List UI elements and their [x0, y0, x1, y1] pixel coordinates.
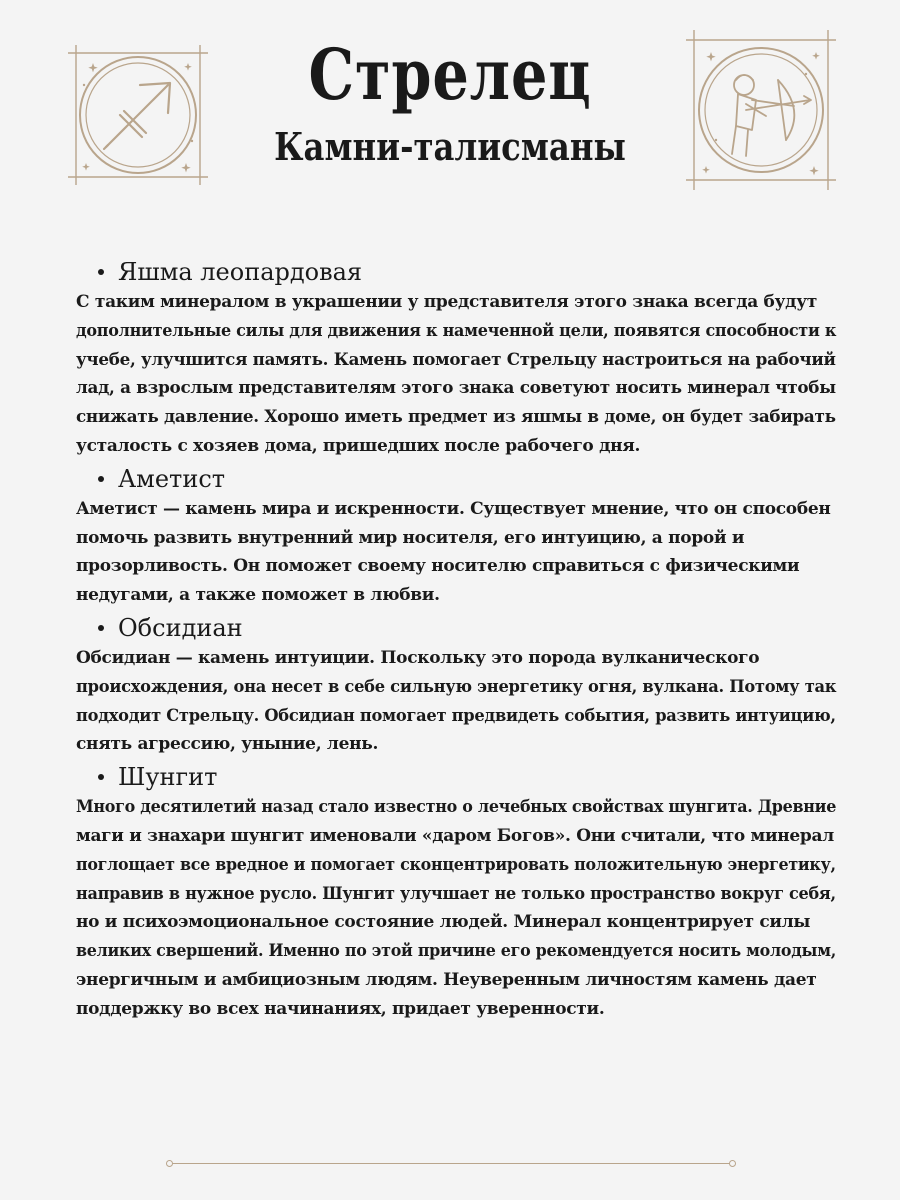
section-paragraph: Аметист — камень мира и искренности. Существует мнение, что он способен помочь развить внутренний мир носителя, его интуицию, а порой и прозорливость. Он поможет своему носителю справиться с физическими недугами, а также поможет в любви. — [76, 498, 831, 606]
bullet-icon — [98, 269, 104, 275]
section-heading: Яшма леопардовая — [98, 258, 836, 286]
section-paragraph: С таким минералом в украшении у представителя этого знака всегда будут дополнительные силы для движения к намеченной цели, появятся способности к учебе, улучшится память. Камень помогает Стрельцу настроиться на рабочий лад, а взрослым представителям этого знака советуют носить минерал чтобы снижать давление. Хорошо иметь предмет из яшмы в доме, он будет забирать усталость с хозяев дома, пришедших после рабочего дня. — [76, 292, 837, 456]
section-amethyst — [76, 465, 836, 610]
bullet-icon — [98, 476, 104, 482]
section-heading: Аметист — [98, 465, 836, 493]
divider-end-dot-icon — [729, 1160, 736, 1167]
page-subtitle: Камни-талисманы — [274, 124, 626, 169]
stones-list — [76, 258, 836, 1028]
bullet-icon — [98, 774, 104, 780]
section-shungite — [76, 763, 836, 1023]
divider-end-dot-icon — [166, 1160, 173, 1167]
archer-icon — [686, 30, 836, 190]
section-paragraph: Обсидиан — камень интуиции. Поскольку это порода вулканического происхождения, она несет в себе сильную энергетику огня, вулкана. Потому так подходит Стрельцу. Обсидиан помогает предвидеть события, развить интуицию, снять агрессию, уныние, лень. — [76, 647, 837, 755]
section-heading: Шунгит — [98, 763, 836, 791]
section-jasper — [76, 258, 836, 461]
bullet-icon — [98, 625, 104, 631]
section-paragraph: Много десятилетий назад стало известно о лечебных свойствах шунгита. Древние маги и знахари шунгит именовали «даром Богов». Они считали, что минерал поглощает все вредное и помогает сконцентрировать положительную энергетику, направив в нужное русло. Шунгит улучшает не только пространство вокруг себя, но и психоэмоциональное состояние людей. Минерал концентрирует силы великих свершений. Именно по этой причине его рекомендуется носить молодым, энергичным и амбициозным людям. Неуверенным личностям камень дает поддержку во всех начинаниях, придает уверенности. — [76, 797, 837, 1019]
section-obsidian — [76, 614, 836, 759]
page-title: Стрелец — [308, 33, 592, 116]
footer-divider — [168, 1163, 734, 1164]
section-heading: Обсидиан — [98, 614, 836, 642]
